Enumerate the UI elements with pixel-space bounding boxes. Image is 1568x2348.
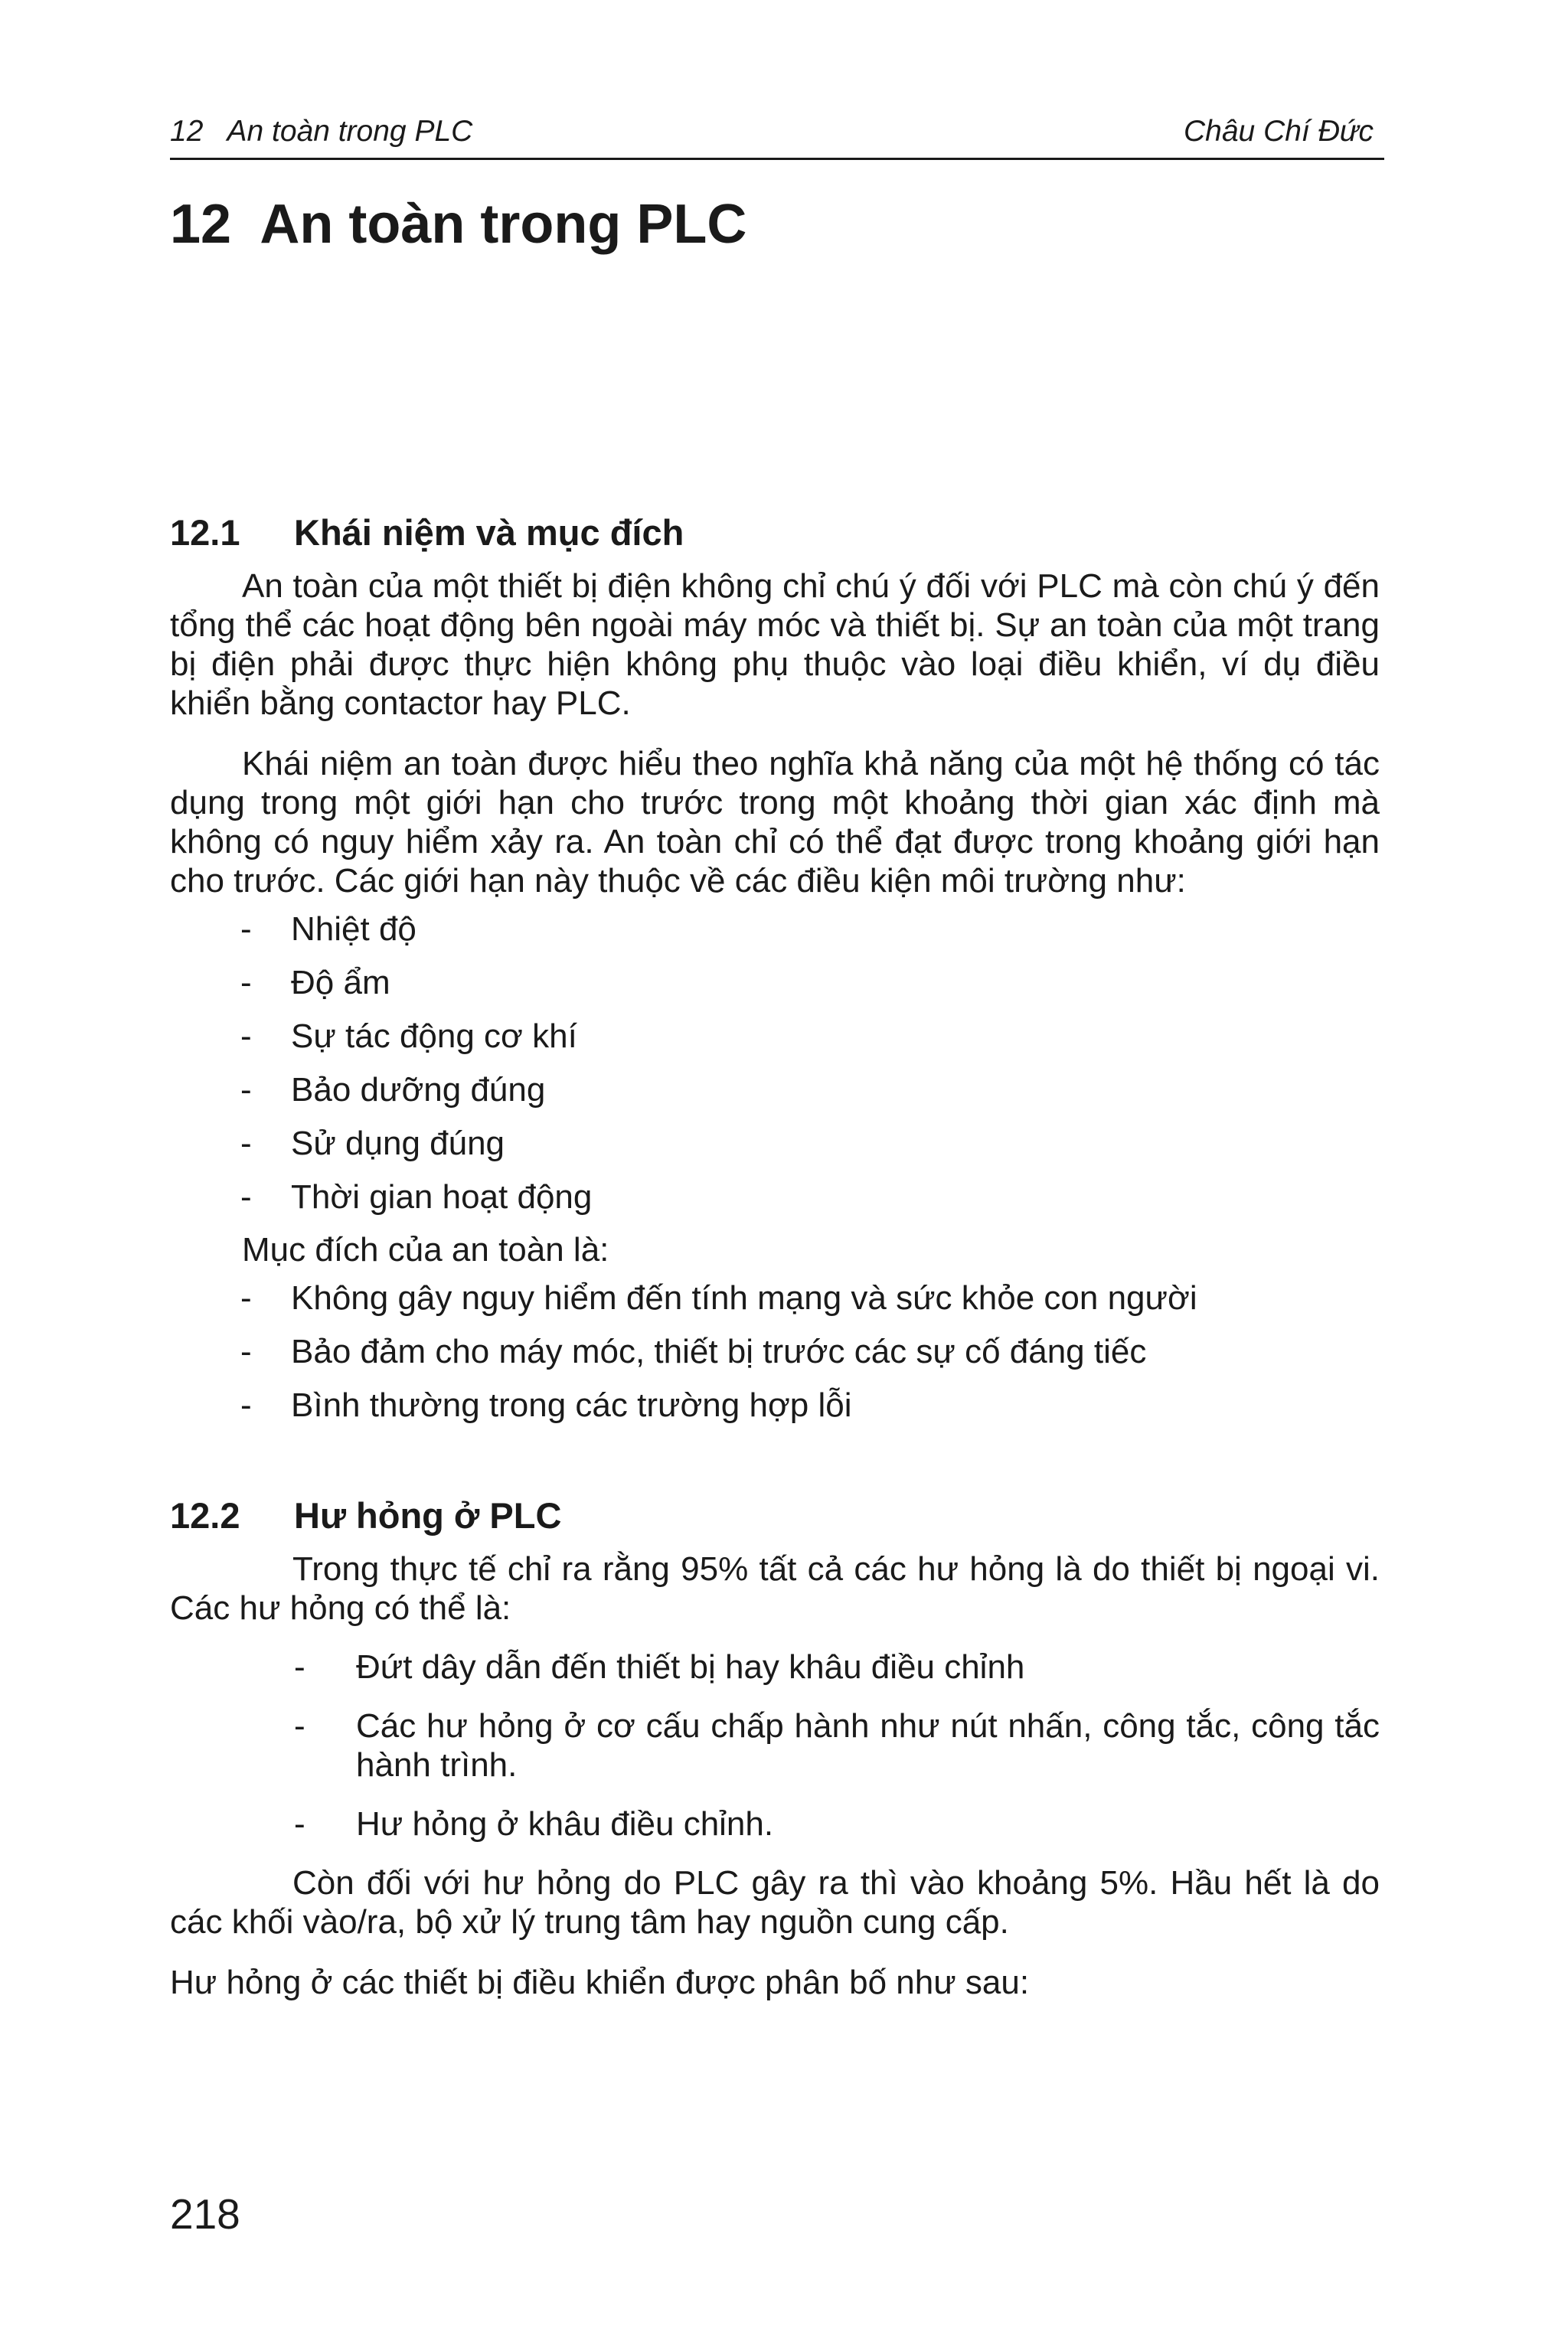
list-item: - Bình thường trong các trường hợp lỗi	[240, 1386, 852, 1425]
header-chapter-label: 12 An toàn trong PLC	[170, 115, 473, 148]
paragraph: An toàn của một thiết bị điện không chỉ chú ý đối với PLC mà còn chú ý đến tổng thể các hoạt động bên ngoài máy móc và thiết bị. Sự an toàn của một trang bị điện phải được thực hiện không phụ thuộc vào loại điều khiển, ví dụ điều khiển bằng contactor hay PLC.	[170, 567, 1380, 723]
dash-bullet: -	[240, 1017, 252, 1056]
dash-bullet: -	[240, 1178, 252, 1216]
section-title: Hư hỏng ở PLC	[294, 1495, 562, 1536]
running-header	[170, 115, 1384, 160]
section-number: 12.1	[170, 512, 240, 553]
conditions-list	[170, 909, 1380, 1216]
list-item: - Nhiệt độ	[240, 910, 416, 949]
purposes-list	[170, 1279, 1380, 1425]
dash-bullet: -	[240, 1071, 252, 1109]
list-item: - Độ ẩm	[240, 964, 390, 1002]
section-title: Khái niệm và mục đích	[294, 512, 684, 553]
paragraph: Hư hỏng ở các thiết bị điều khiển được phân bố như sau:	[170, 1964, 1030, 2002]
list-item: - Sự tác động cơ khí	[240, 1017, 577, 1056]
dash-bullet: -	[240, 1333, 252, 1371]
dash-bullet: -	[294, 1805, 305, 1843]
list-item: - Hư hỏng ở khâu điều chỉnh.	[294, 1805, 774, 1843]
list-item: - Đứt dây dẫn đến thiết bị hay khâu điều chỉnh	[294, 1648, 1025, 1687]
paragraph: Mục đích của an toàn là:	[242, 1231, 609, 1269]
list-item: - Sử dụng đúng	[240, 1125, 505, 1163]
list-item: - Bảo dưỡng đúng	[240, 1071, 546, 1109]
list-item: - Thời gian hoạt động	[240, 1178, 593, 1216]
list-item: - Không gây nguy hiểm đến tính mạng và sức khỏe con người	[240, 1279, 1197, 1318]
list-item: - Bảo đảm cho máy móc, thiết bị trước các sự cố đáng tiếc	[240, 1333, 1147, 1371]
header-author: Châu Chí Đức	[1184, 115, 1374, 148]
section-12-1	[170, 511, 1380, 1439]
dash-bullet: -	[240, 1279, 252, 1318]
faults-list	[170, 1648, 1380, 1843]
dash-bullet: -	[240, 1125, 252, 1163]
paragraph: Khái niệm an toàn được hiểu theo nghĩa khả năng của một hệ thống có tác dụng trong một giới hạn cho trước trong một khoảng thời gian xác định mà không có nguy hiểm xảy ra. An toàn chỉ có thể đạt được trong khoảng giới hạn cho trước. Các giới hạn này thuộc về các điều kiện môi trường như:	[170, 745, 1380, 900]
list-item: - Các hư hỏng ở cơ cấu chấp hành như nút nhấn, công tắc, công tắc hành trình.	[294, 1707, 1380, 1785]
page-number: 218	[170, 2190, 240, 2238]
dash-bullet: -	[294, 1707, 305, 1745]
section-12-2	[170, 1494, 1380, 2002]
section-number: 12.2	[170, 1495, 240, 1536]
dash-bullet: -	[240, 910, 252, 949]
dash-bullet: -	[240, 1386, 252, 1425]
chapter-title: 12 An toàn trong PLC	[170, 194, 747, 255]
paragraph: Còn đối với hư hỏng do PLC gây ra thì vào khoảng 5%. Hầu hết là do các khối vào/ra, bộ xử lý trung tâm hay nguồn cung cấp.	[170, 1864, 1380, 1941]
dash-bullet: -	[294, 1648, 305, 1687]
section-heading	[170, 1494, 1380, 1537]
section-heading	[170, 511, 1380, 554]
dash-bullet: -	[240, 964, 252, 1002]
paragraph: Trong thực tế chỉ ra rằng 95% tất cả các hư hỏng là do thiết bị ngoại vi. Các hư hỏng có thể là:	[170, 1550, 1380, 1628]
